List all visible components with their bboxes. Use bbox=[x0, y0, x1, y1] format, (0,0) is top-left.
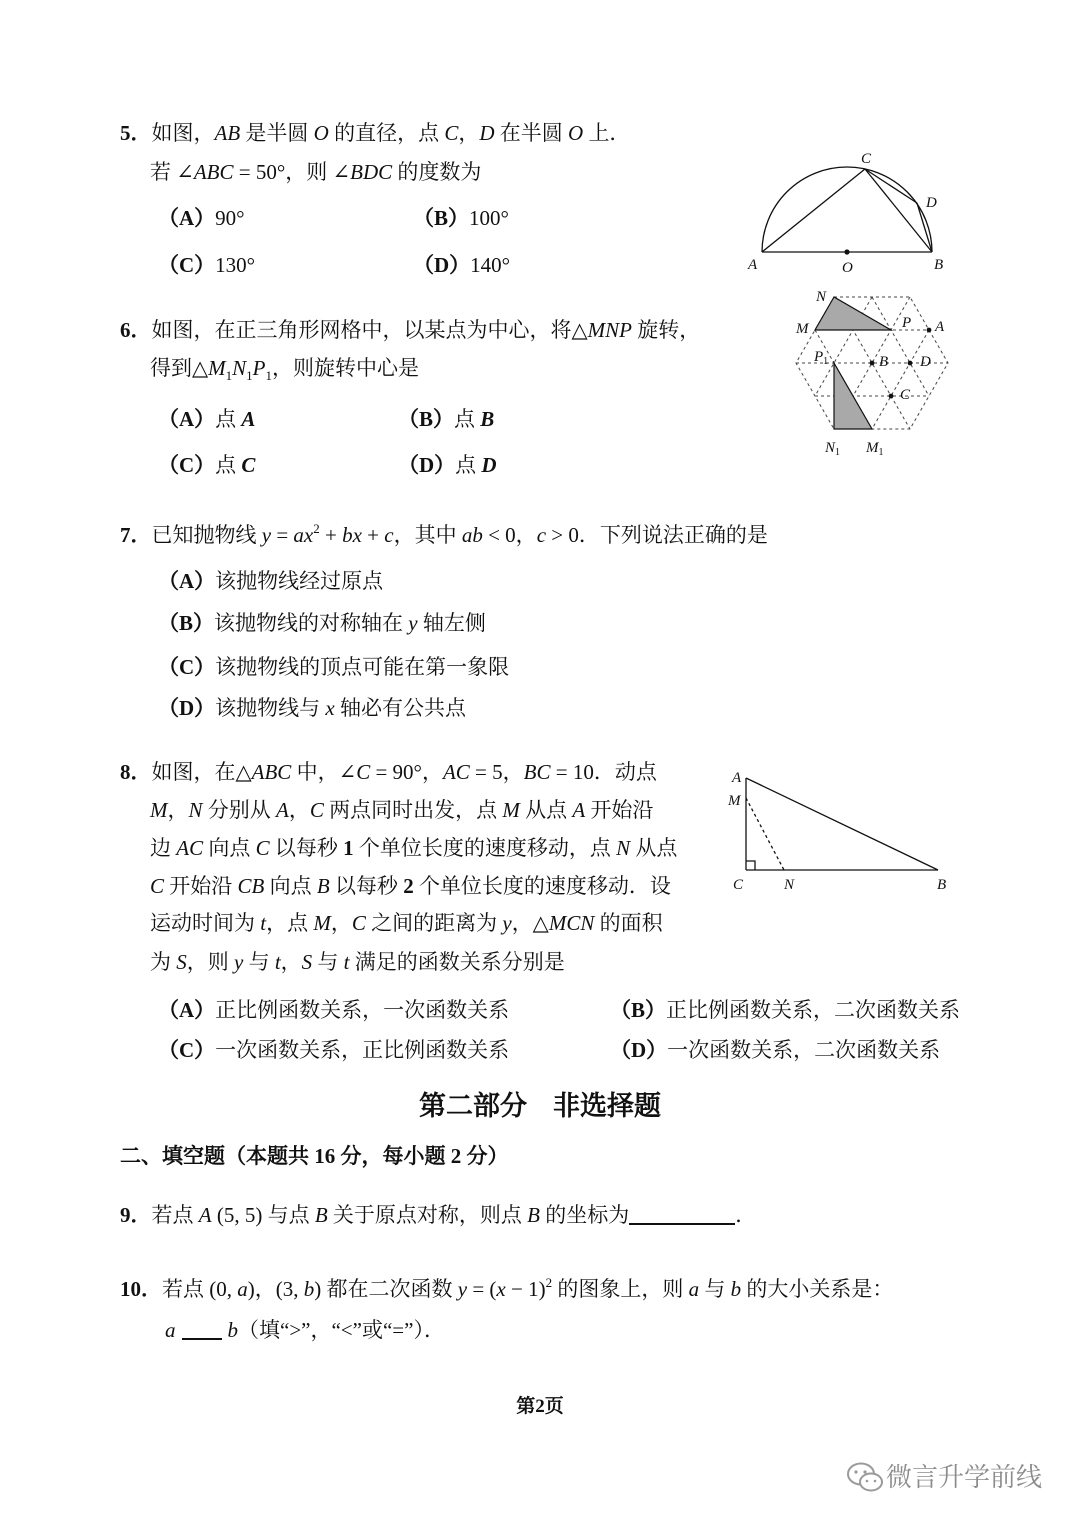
text-run: 之间的距离为 bbox=[365, 911, 503, 935]
label-a: A bbox=[935, 319, 945, 335]
bold-text: 6． bbox=[120, 318, 152, 342]
label-m: M bbox=[796, 321, 809, 337]
semicircle-arc bbox=[762, 167, 932, 252]
text-run: − 1) bbox=[505, 1277, 546, 1301]
label-m: M bbox=[728, 793, 741, 809]
text-run: 在半圆 bbox=[494, 121, 569, 145]
math-variable: y bbox=[457, 1277, 468, 1301]
bold-text: 5． bbox=[120, 121, 152, 145]
text-run: )，(3, bbox=[247, 1277, 304, 1301]
text-run: 的坐标为 bbox=[539, 1203, 630, 1227]
text-run: 两点同时出发，点 bbox=[323, 798, 503, 822]
bold-text: （C） bbox=[158, 253, 216, 277]
bold-text: （C） bbox=[158, 453, 216, 477]
q8-stem-line-4 bbox=[150, 871, 671, 901]
text-run: 是半圆 bbox=[240, 121, 314, 145]
text-run: = bbox=[271, 523, 294, 547]
bold-text: （A） bbox=[158, 206, 216, 230]
q6-option-d bbox=[398, 450, 497, 480]
math-variable: MNP bbox=[587, 318, 632, 342]
label-b: B bbox=[934, 257, 944, 273]
q5-stem-line-1 bbox=[120, 118, 630, 148]
bold-math-variable: A bbox=[241, 407, 256, 431]
segment-mn-dashed bbox=[746, 798, 784, 870]
bold-math-variable: D bbox=[481, 453, 497, 477]
right-angle-mark bbox=[746, 861, 755, 870]
segment-ab bbox=[746, 778, 938, 870]
text-run: 若点 (0, bbox=[162, 1277, 238, 1301]
bold-text: 9． bbox=[120, 1203, 152, 1227]
answer-blank bbox=[629, 1201, 735, 1225]
bold-text: 10． bbox=[120, 1277, 162, 1301]
text-run: 从点 bbox=[630, 836, 678, 860]
math-variable: O bbox=[568, 121, 584, 145]
math-variable: b bbox=[227, 1318, 238, 1342]
text-run: ， bbox=[288, 798, 310, 822]
math-variable: x bbox=[496, 1277, 506, 1301]
text-run: < 0， bbox=[482, 523, 537, 547]
math-variable: S bbox=[176, 950, 187, 974]
q8-option-d bbox=[610, 1035, 940, 1065]
q7-option-a bbox=[158, 566, 383, 596]
math-variable: M bbox=[150, 798, 168, 822]
segment-cd bbox=[865, 169, 917, 203]
label-o: O bbox=[842, 260, 853, 276]
q6-option-b bbox=[398, 404, 494, 434]
text-run: 以每秒 bbox=[329, 874, 404, 898]
text-run: 的度数为 bbox=[392, 160, 482, 184]
section-title bbox=[0, 1089, 1080, 1123]
q7-option-b bbox=[158, 608, 486, 638]
text-run: 分别从 bbox=[202, 798, 277, 822]
page-number: 第2页 bbox=[516, 1396, 564, 1417]
math-variable: AC bbox=[176, 836, 204, 860]
math-variable: B bbox=[314, 1203, 328, 1227]
text-run: ，则旋转中心是 bbox=[272, 356, 419, 380]
q8-option-b bbox=[610, 995, 960, 1025]
bold-text: （B） bbox=[158, 611, 215, 635]
text-run: (5, 5) 与点 bbox=[211, 1203, 315, 1227]
q5-option-c bbox=[158, 250, 255, 280]
math-variable: C bbox=[150, 874, 165, 898]
math-variable: y bbox=[502, 911, 512, 935]
q5-option-b bbox=[413, 203, 509, 233]
bold-text: （C） bbox=[158, 1038, 216, 1062]
label-n: N bbox=[784, 877, 795, 893]
text-run: = ( bbox=[467, 1277, 497, 1301]
q10-stem-line-1 bbox=[120, 1274, 893, 1304]
label-p: P bbox=[902, 315, 912, 331]
q8-stem-line-5 bbox=[150, 908, 663, 938]
text-run: 的图象上，则 bbox=[552, 1277, 689, 1301]
segment-ac bbox=[762, 169, 865, 252]
q6-stem-line-1 bbox=[120, 315, 700, 345]
math-variable: M bbox=[208, 356, 226, 380]
math-variable: P bbox=[252, 356, 266, 380]
text-run: 开始沿 bbox=[164, 874, 238, 898]
text-run: （填“>”，“<”或“=”）． bbox=[238, 1318, 445, 1342]
q5-semicircle-figure bbox=[745, 145, 955, 277]
bold-text: （C） bbox=[158, 655, 216, 679]
math-variable: ABC bbox=[251, 760, 292, 784]
text-run: 中，∠ bbox=[291, 760, 357, 784]
text-run: + bbox=[319, 523, 343, 547]
segment-cb bbox=[865, 169, 932, 252]
math-variable: A bbox=[276, 798, 289, 822]
center-point-o bbox=[844, 249, 849, 254]
text-run: 该抛物线经过原点 bbox=[215, 569, 384, 593]
q7-option-c bbox=[158, 652, 509, 682]
bold-math-variable: B bbox=[480, 407, 495, 431]
text-run: 130° bbox=[215, 253, 256, 277]
text-run: 该抛物线与 bbox=[215, 696, 326, 720]
math-variable: N bbox=[232, 356, 247, 380]
text-run: = 10．动点 bbox=[550, 760, 657, 784]
math-variable: y bbox=[234, 950, 244, 974]
math-variable: t bbox=[274, 950, 281, 974]
text-run: 如图，在正三角形网格中，以某点为中心，将△ bbox=[151, 318, 588, 342]
q8-option-c bbox=[158, 1035, 509, 1065]
text-run: 边 bbox=[150, 836, 177, 860]
math-variable: t bbox=[260, 911, 267, 935]
text-run: 该抛物线的顶点可能在第一象限 bbox=[215, 655, 510, 679]
point-d bbox=[908, 361, 913, 366]
text-run: ，其中 bbox=[393, 523, 462, 547]
label-b: B bbox=[937, 877, 947, 893]
q5-option-a bbox=[158, 203, 245, 233]
bold-text: （A） bbox=[158, 998, 216, 1022]
text-run: ． bbox=[735, 1203, 757, 1227]
text-run: ) 都在二次函数 bbox=[314, 1277, 458, 1301]
text-run: 个单位长度的速度移动．设 bbox=[413, 874, 671, 898]
point-a bbox=[927, 328, 932, 333]
text-run: 一次函数关系，二次函数关系 bbox=[667, 1038, 941, 1062]
math-variable: C bbox=[444, 121, 459, 145]
label-c: C bbox=[900, 387, 911, 403]
label-a: A bbox=[732, 770, 742, 786]
math-variable: C bbox=[356, 760, 371, 784]
bold-text: （D） bbox=[158, 696, 216, 720]
point-c bbox=[889, 394, 894, 399]
label-m1: $M_1$ bbox=[866, 440, 884, 458]
math-variable: ABC bbox=[193, 160, 234, 184]
q6-option-c bbox=[158, 450, 255, 480]
bold-text: 7． bbox=[120, 523, 152, 547]
text-run: ，点 bbox=[266, 911, 314, 935]
bold-text: （B） bbox=[398, 407, 455, 431]
watermark-text: 微言升学前线 bbox=[886, 1463, 1043, 1493]
math-variable: MCN bbox=[548, 911, 595, 935]
q6-triangle-grid-figure bbox=[785, 285, 960, 463]
text-run: 得到△ bbox=[150, 356, 209, 380]
text-run: 以每秒 bbox=[269, 836, 344, 860]
text-run: > 0．下列说法正确的是 bbox=[546, 523, 768, 547]
text-run: 90° bbox=[215, 206, 245, 230]
text-run: 与 bbox=[243, 950, 275, 974]
text-run: ，△ bbox=[511, 911, 549, 935]
q10-text-after-blank bbox=[228, 1318, 445, 1342]
math-variable: a bbox=[688, 1277, 700, 1301]
math-variable: AB bbox=[214, 121, 241, 145]
math-variable: D bbox=[479, 121, 495, 145]
text-run: = 90°， bbox=[370, 760, 443, 784]
q10-stem-line-2 bbox=[165, 1315, 445, 1345]
label-c: C bbox=[733, 877, 744, 893]
q8-stem-line-2 bbox=[150, 795, 653, 825]
q5-stem-line-2 bbox=[150, 157, 481, 187]
math-variable: N bbox=[188, 798, 203, 822]
answer-blank bbox=[182, 1316, 222, 1340]
text-run: 向点 bbox=[264, 874, 317, 898]
q7-stem bbox=[120, 520, 768, 550]
q6-stem-line-2 bbox=[150, 353, 419, 383]
math-variable: B bbox=[527, 1203, 540, 1227]
section-title-name: 非选择题 bbox=[553, 1091, 661, 1121]
superscript: 2 bbox=[313, 521, 320, 536]
text-run: 上． bbox=[583, 121, 631, 145]
math-variable: t bbox=[343, 950, 350, 974]
math-variable: x bbox=[325, 696, 335, 720]
math-variable: y bbox=[261, 523, 272, 547]
math-variable: y bbox=[408, 611, 418, 635]
q5-option-d bbox=[413, 250, 510, 280]
text-run: 点 bbox=[215, 407, 242, 431]
text-run: 的直径，点 bbox=[328, 121, 445, 145]
label-b: B bbox=[879, 354, 889, 370]
bold-text: （B） bbox=[610, 998, 667, 1022]
q9-stem bbox=[120, 1200, 756, 1230]
text-run: 点 bbox=[455, 453, 482, 477]
math-variable: a bbox=[165, 1318, 176, 1342]
math-variable: M bbox=[502, 798, 520, 822]
math-variable: c bbox=[536, 523, 547, 547]
math-variable: C bbox=[351, 911, 366, 935]
text-run: 正比例函数关系，一次函数关系 bbox=[215, 998, 510, 1022]
bold-text: （D） bbox=[398, 453, 456, 477]
math-variable: c bbox=[384, 523, 394, 547]
text-run: 满足的函数关系分别是 bbox=[349, 950, 565, 974]
bold-text: 2 bbox=[403, 874, 414, 898]
q8-stem-line-6 bbox=[150, 947, 565, 977]
math-variable: b bbox=[730, 1277, 742, 1301]
wechat-icon bbox=[846, 1461, 884, 1495]
math-variable: A bbox=[198, 1203, 212, 1227]
math-variable: A bbox=[572, 798, 586, 822]
text-run: 如图，在△ bbox=[151, 760, 252, 784]
text-run: 若 ∠ bbox=[150, 160, 194, 184]
q8-right-triangle-figure bbox=[725, 762, 955, 894]
q7-option-d bbox=[158, 693, 466, 723]
math-variable: B bbox=[316, 874, 330, 898]
math-variable: CB bbox=[237, 874, 265, 898]
point-b bbox=[870, 361, 875, 366]
text-run: 100° bbox=[469, 206, 509, 230]
text-run: ，则 bbox=[186, 950, 234, 974]
math-variable: O bbox=[313, 121, 329, 145]
text-run: 关于原点对称，则点 bbox=[327, 1203, 528, 1227]
label-p1: $P_1$ bbox=[814, 349, 829, 367]
math-variable: ax bbox=[293, 523, 314, 547]
text-run: 一次函数关系，正比例函数关系 bbox=[215, 1038, 510, 1062]
label-d: D bbox=[920, 354, 931, 370]
q9-text-after-blank bbox=[735, 1203, 756, 1227]
label-d: D bbox=[926, 195, 937, 211]
text-run: 的面积 bbox=[594, 911, 663, 935]
text-run: 如图， bbox=[151, 121, 215, 145]
text-run: 的大小关系是： bbox=[741, 1277, 894, 1301]
text-run: + bbox=[361, 523, 385, 547]
fill-in-header: 二、填空题（本题共 16 分，每小题 2 分） bbox=[120, 1144, 509, 1168]
math-variable: M bbox=[313, 911, 331, 935]
text-run: 点 bbox=[454, 407, 481, 431]
label-c: C bbox=[861, 151, 872, 167]
text-run: 与 bbox=[699, 1277, 731, 1301]
label-a: A bbox=[748, 257, 758, 273]
section-title-part: 第二部分 bbox=[419, 1091, 527, 1121]
bold-text: （A） bbox=[158, 407, 216, 431]
text-run: ， bbox=[458, 121, 480, 145]
text-run: 该抛物线的对称轴在 bbox=[214, 611, 409, 635]
triangle-mnp bbox=[815, 297, 891, 330]
label-n1: $N_1$ bbox=[825, 440, 841, 458]
text-run: 为 bbox=[150, 950, 177, 974]
text-run: ， bbox=[330, 911, 352, 935]
bold-text: （A） bbox=[158, 569, 216, 593]
math-variable: N bbox=[616, 836, 631, 860]
math-variable: BDC bbox=[350, 160, 393, 184]
text-run: 运动时间为 bbox=[150, 911, 261, 935]
text-run: 旋转， bbox=[631, 318, 701, 342]
math-variable: ab bbox=[461, 523, 483, 547]
math-variable: a bbox=[237, 1277, 248, 1301]
q6-option-a bbox=[158, 404, 255, 434]
triangle-m1n1p1 bbox=[834, 363, 872, 429]
text-run: 点 bbox=[215, 453, 242, 477]
text-run: 已知抛物线 bbox=[151, 523, 262, 547]
text-run: = 5， bbox=[469, 760, 524, 784]
text-run: ， bbox=[280, 950, 302, 974]
text-run: 若点 bbox=[151, 1203, 199, 1227]
q8-stem-line-3 bbox=[150, 833, 677, 863]
bold-text: （D） bbox=[610, 1038, 668, 1062]
math-variable: C bbox=[255, 836, 270, 860]
q9-text-before-blank bbox=[120, 1203, 629, 1227]
text-run: 正比例函数关系，二次函数关系 bbox=[666, 998, 961, 1022]
text-run: 轴必有公共点 bbox=[334, 696, 466, 720]
subscript: 1 bbox=[225, 368, 233, 383]
text-run: 向点 bbox=[203, 836, 256, 860]
math-variable: AC bbox=[442, 760, 470, 784]
math-variable: bx bbox=[342, 523, 362, 547]
text-run: 个单位长度的速度移动，点 bbox=[353, 836, 617, 860]
q8-stem-line-1 bbox=[120, 757, 657, 787]
bold-text: （D） bbox=[413, 253, 471, 277]
label-n: N bbox=[816, 289, 827, 305]
q8-option-a bbox=[158, 995, 509, 1025]
text-run: = 50°，则 ∠ bbox=[233, 160, 351, 184]
text-run: 与 bbox=[312, 950, 344, 974]
subscript: 1 bbox=[246, 368, 253, 383]
bold-text: 8． bbox=[120, 760, 152, 784]
bold-text: （B） bbox=[413, 206, 470, 230]
math-variable: S bbox=[301, 950, 313, 974]
superscript: 2 bbox=[545, 1275, 553, 1290]
q10-text-before-blank bbox=[165, 1318, 176, 1342]
bold-text: 1 bbox=[343, 836, 354, 860]
bold-math-variable: C bbox=[241, 453, 256, 477]
text-run: 从点 bbox=[519, 798, 573, 822]
text-run: 开始沿 bbox=[585, 798, 654, 822]
text-run: ， bbox=[167, 798, 189, 822]
subscript: 1 bbox=[265, 368, 272, 383]
text-run: 轴左侧 bbox=[417, 611, 486, 635]
math-variable: BC bbox=[523, 760, 551, 784]
math-variable: b bbox=[303, 1277, 315, 1301]
math-variable: C bbox=[309, 798, 324, 822]
text-run: 140° bbox=[470, 253, 511, 277]
